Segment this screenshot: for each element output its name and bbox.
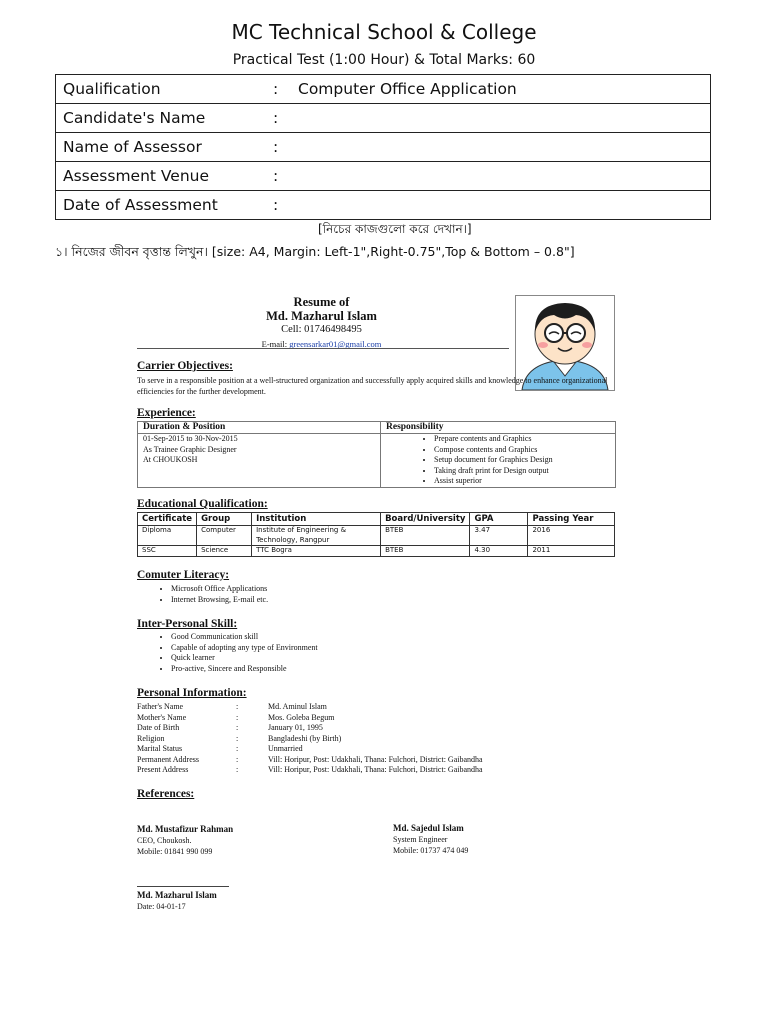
table-header: Institution (252, 513, 381, 526)
reference-2 (393, 823, 468, 856)
personal-sep: : (236, 723, 239, 732)
list-item: • Microsoft Office Applications (171, 584, 268, 595)
personal-value: Unmarried (268, 744, 303, 753)
info-value (291, 104, 711, 133)
list-item: • Quick learner (171, 653, 318, 664)
assessment-info-table (55, 74, 711, 220)
personal-key: Religion (137, 733, 165, 743)
list-item: • Prepare contents and Graphics (434, 434, 610, 445)
test-subtitle: Practical Test (1:00 Hour) & Total Marks: 60 (232, 52, 536, 68)
table-cell: BTEB (381, 546, 470, 557)
experience-line: As Trainee Graphic Designer (143, 444, 237, 454)
table-cell: 3.47 (470, 526, 528, 546)
skills-heading: Inter-Personal Skill: (137, 618, 238, 630)
table-header: Board/University (381, 513, 470, 526)
info-row-candidate (56, 104, 711, 133)
personal-sep: : (236, 754, 239, 764)
personal-key: Marital Status (137, 744, 183, 753)
personal-value: Vill: Horipur, Post: Udakhali, Thana: Fulchori, District: Gaibandha (268, 754, 483, 764)
personal-value: Md. Aminul Islam (268, 702, 327, 711)
personal-key: Date of Birth (137, 723, 180, 732)
info-label: Qualification (56, 75, 274, 104)
literacy-heading: Comuter Literacy: (137, 569, 230, 581)
table-header: Group (197, 513, 252, 526)
info-value (291, 162, 711, 191)
table-cell: Institute of Engineering & Technology, Rangpur (252, 526, 381, 546)
table-row (137, 734, 483, 745)
table-header: Passing Year (528, 513, 615, 526)
personal-key: Mother's Name (137, 712, 187, 722)
list-item: • Setup document for Graphics Design (434, 455, 610, 466)
personal-sep: : (236, 765, 239, 774)
list-item: • Compose contents and Graphics (434, 445, 610, 456)
info-label: Date of Assessment (56, 191, 274, 220)
personal-sep: : (236, 744, 239, 753)
list-item: • Internet Browsing, E-mail etc. (171, 595, 268, 606)
table-header: GPA (470, 513, 528, 526)
table-cell: TTC Bogra (252, 546, 381, 557)
table-row (137, 723, 483, 734)
reference-mobile: Mobile: 01841 990 099 (137, 847, 213, 856)
experience-line: 01-Sep-2015 to 30-Nov-2015 (143, 434, 238, 443)
skills-list (137, 632, 318, 674)
table-row (137, 702, 483, 713)
references-heading: References: (137, 788, 195, 800)
info-value (291, 133, 711, 162)
personal-value: Vill: Horipur, Post: Udakhali, Thana: Fulchori, District: Gaibandha (268, 765, 483, 774)
education-table (137, 512, 615, 557)
personal-key: Present Address (137, 765, 189, 774)
reference-1 (137, 824, 233, 857)
instruction-note: [নিচের কাজগুলো করে দেখান।] (318, 222, 472, 236)
info-sep: : (273, 75, 291, 104)
personal-sep: : (236, 712, 239, 722)
info-sep: : (273, 162, 291, 191)
reference-title: CEO, Choukosh. (137, 836, 192, 845)
table-row (137, 713, 483, 724)
resume-title: Resume of (293, 295, 350, 309)
info-sep: : (273, 104, 291, 133)
personal-sep: : (236, 733, 239, 743)
header-divider (137, 348, 509, 349)
resume-name: Md. Mazharul Islam (266, 309, 377, 323)
info-sep: : (273, 133, 291, 162)
education-heading: Educational Qualification: (137, 498, 268, 510)
info-label: Candidate's Name (56, 104, 274, 133)
personal-value: Mos. Goleba Begum (268, 712, 335, 722)
info-label: Assessment Venue (56, 162, 274, 191)
table-row (138, 526, 615, 546)
personal-value: Bangladeshi (by Birth) (268, 733, 342, 743)
personal-info-table (137, 702, 483, 776)
school-title: MC Technical School & College (231, 20, 537, 44)
reference-name: Md. Mustafizur Rahman (137, 824, 234, 834)
table-cell: BTEB (381, 526, 470, 546)
table-row (137, 765, 483, 776)
email-label: E-mail: (261, 339, 290, 349)
table-row (137, 744, 483, 755)
experience-line: At CHOUKOSH (143, 455, 198, 464)
list-item: • Assist superior (434, 476, 610, 487)
reference-mobile: Mobile: 01737 474 049 (393, 846, 469, 855)
info-row-date (56, 191, 711, 220)
objective-text: To serve in a responsible position at a well-structured organization and successfully apply acquired skills and knowledge to enhance organizational efficiencies for the further development. (137, 376, 608, 396)
info-row-qualification (56, 75, 711, 104)
info-sep: : (273, 191, 291, 220)
experience-details (138, 434, 381, 488)
table-cell: Computer (197, 526, 252, 546)
task-1: ১। নিজের জীবন বৃত্তান্ত লিখুন। [size: A4, Margin: Left-1",Right-0.75",Top & Bottom – 0.8"] (55, 244, 575, 259)
reference-title: System Engineer (393, 835, 448, 844)
experience-header: Duration & Position (138, 422, 381, 434)
signature-line (137, 886, 229, 887)
email-link[interactable]: greensarkar01@gmail.com (289, 339, 382, 349)
personal-sep: : (236, 702, 239, 711)
table-cell: 4.30 (470, 546, 528, 557)
info-row-assessor (56, 133, 711, 162)
table-cell: 2016 (528, 526, 615, 546)
literacy-list (137, 584, 268, 605)
info-value (291, 191, 711, 220)
personal-value: January 01, 1995 (268, 723, 323, 732)
table-cell: 2011 (528, 546, 615, 557)
reference-name: Md. Sajedul Islam (393, 823, 464, 833)
personal-heading: Personal Information: (137, 687, 247, 699)
experience-header: Responsibility (381, 422, 616, 434)
table-row (137, 755, 483, 766)
objective-heading: Carrier Objectives: (137, 360, 233, 372)
signature-block (137, 890, 217, 912)
info-label: Name of Assessor (56, 133, 274, 162)
signature-date: Date: 04-01-17 (137, 902, 186, 911)
resume-header (200, 295, 443, 351)
list-item: • Good Communication skill (171, 632, 318, 643)
signature-name: Md. Mazharul Islam (137, 890, 217, 900)
list-item: • Taking draft print for Design output (434, 466, 610, 477)
personal-key: Father's Name (137, 702, 184, 711)
info-row-venue (56, 162, 711, 191)
list-item: • Pro-active, Sincere and Responsible (171, 664, 318, 675)
info-value: Computer Office Application (291, 75, 711, 104)
table-cell: SSC (138, 546, 197, 557)
table-cell: Science (197, 546, 252, 557)
table-header: Certificate (138, 513, 197, 526)
table-row (138, 546, 615, 557)
resume-cell: Cell: 01746498495 (281, 324, 362, 335)
personal-key: Permanent Address (137, 754, 199, 764)
responsibility-list (381, 434, 616, 488)
table-cell: Diploma (138, 526, 197, 546)
list-item: • Capable of adopting any type of Environment (171, 643, 318, 654)
experience-heading: Experience: (137, 407, 196, 419)
experience-table (137, 421, 616, 488)
